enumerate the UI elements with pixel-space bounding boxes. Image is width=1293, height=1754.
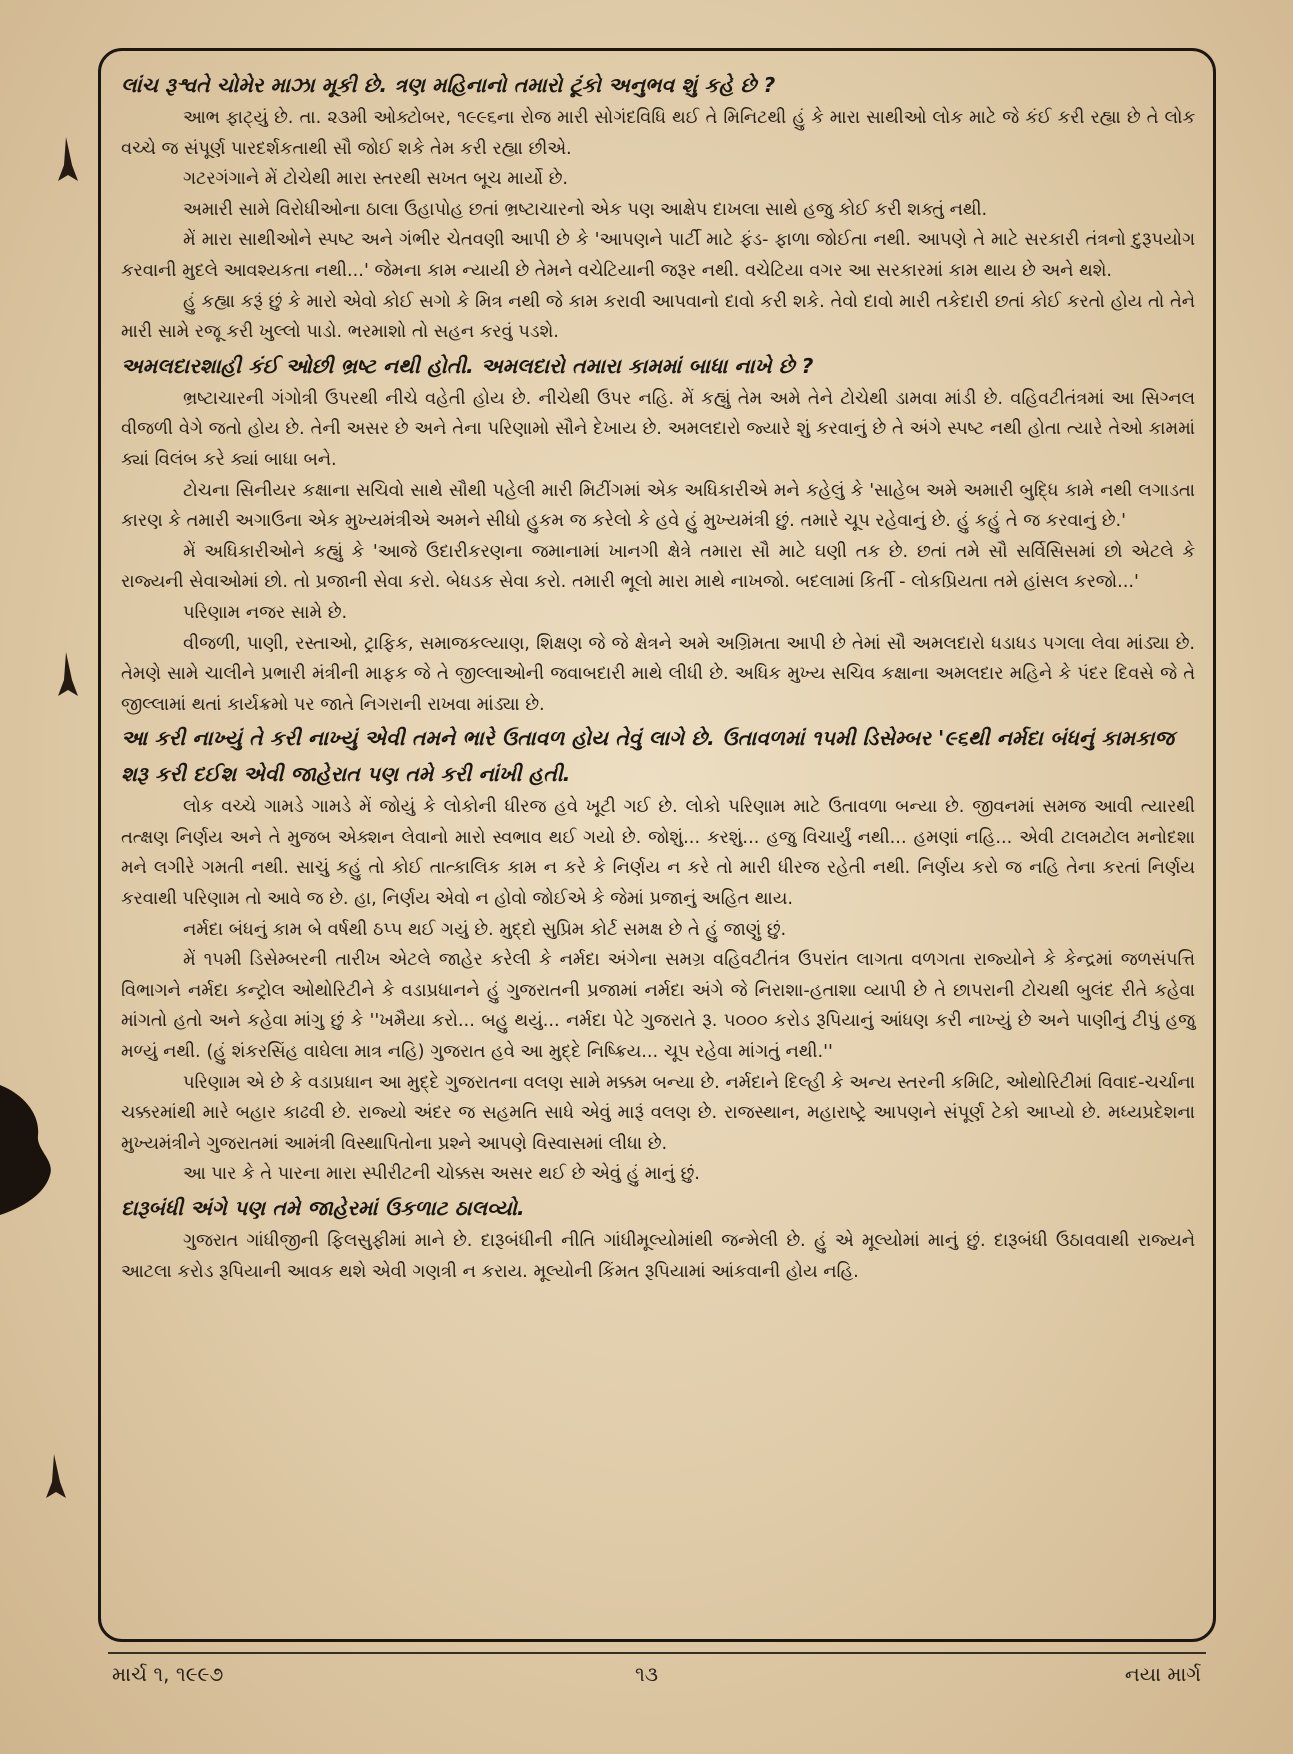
interview-answer-paragraph: પરિણામ એ છે કે વડાપ્રધાન આ મુદ્દે ગુજરાતના વલણ સામે મક્કમ બન્યા છે. નર્મદાને દિલ્હી કે અન્ય સ્તરની કમિટિ, ઓથોરિટીમાં વિવાદ-ચર્ચાના ચક્કરમાંથી મારે બહાર કાઢવી છે. રાજ્યો અંદર જ સહમતિ સાધે એવું મારૂં વલણ છે. રાજસ્થાન, મહારાષ્ટ્રે આપણને સંપૂર્ણ ટેકો આપ્યો છે. મધ્યપ્રદેશના મુખ્યમંત્રીને ગુજરાતમાં આમંત્રી વિસ્થાપિતોના પ્રશ્ને આપણે વિસ્વાસમાં લીધા છે.	[121, 1071, 1195, 1154]
interview-answer-paragraph: ગટરગંગાને મેં ટોચેથી મારા સ્તરથી સખત બૂચ માર્યો છે.	[183, 168, 569, 190]
interview-answer-paragraph: આ પાર કે તે પારના મારા સ્પીરીટની ચોક્કસ અસર થઈ છે એવું હું માનું છું.	[183, 1163, 700, 1185]
interview-answer-paragraph: મેં ૧૫મી ડિસેમ્બરની તારીખ એટલે જાહેર કરેલી કે નર્મદા અંગેના સમગ્ર વહિવટીતંત્ર ઉપરાંત લાગતા વળગતા રાજ્યોને કે કેન્દ્રમાં જળસંપત્તિ વિભાગને નર્મદા કન્ટ્રોલ ઓથોરિટીને કે વડાપ્રધાનને હું ગુજરાતની પ્રજામાં નર્મદા અંગે જે નિરાશા-હતાશા વ્યાપી છે તે છાપરાની ટોચથી બુલંદ રીતે કહેવા માંગતો હતો અને કહેવા માંગુ છું કે ''ખમૈયા કરો... બહુ થયું... નર્મદા પેટે ગુજરાતે રૂ. ૫૦૦૦ કરોડ રૂપિયાનું આંધણ કરી નાખ્યું છે અને પાણીનું ટીપું હજુ મળ્યું નથી. (હું શંકરસિંહ વાઘેલા માત્ર નહિ) ગુજરાત હવે આ મુદ્દે નિષ્ક્રિય... ચૂપ રહેવા માંગતું નથી.''	[121, 949, 1195, 1063]
interview-question: આ કરી નાખ્યું તે કરી નાખ્યું એવી તમને ભારે ઉતાવળ હોય તેવું લાગે છે. ઉતાવળમાં ૧૫મી ડિસેમ્બર '૯૬થી નર્મદા બંધનું કામકાજ શરૂ કરી દઈશ એવી જાહેરાત પણ તમે કરી નાંખી હતી.	[121, 726, 1174, 787]
footer-date: માર્ચ ૧, ૧૯૯૭	[112, 1662, 224, 1686]
interview-answer-paragraph: મેં મારા સાથીઓને સ્પષ્ટ અને ગંભીર ચેતવણી આપી છે કે 'આપણને પાર્ટી માટે ફંડ- ફાળા જોઈતા નથી. આપણે તે માટે સરકારી તંત્રનો દુરૂપયોગ કરવાની મુદલે આવશ્યકતા નથી...' જેમના કામ ન્યાયી છે તેમને વચેટિયાની જરૂર નથી. વચેટિયા વગર આ સરકારમાં કામ થાય છે અને થશે.	[121, 229, 1195, 281]
footer-page-number: ૧૩	[634, 1662, 659, 1686]
interview-question: લાંચ રૂશ્વતે ચોમેર માઝા મૂકી છે. ત્રણ મહિનાનો તમારો ટૂંકો અનુભવ શું કહે છે ?	[121, 73, 776, 97]
interview-question: અમલદારશાહી કંઈ ઓછી ભ્રષ્ટ નથી હોતી. અમલદારો તમારા કામમાં બાધા નાખે છે ?	[121, 353, 814, 378]
interview-answer-paragraph: ગુજરાત ગાંધીજીની ફિલસુફીમાં માને છે. દારૂબંધીની નીતિ ગાંધીમૂલ્યોમાંથી જન્મેલી છે. હું એ મૂલ્યોમાં માનું છું. દારૂબંધી ઉઠાવવાથી રાજ્યને આટલા કરોડ રૂપિયાની આવક થશે એવી ગણત્રી ન કરાય. મૂલ્યોની કિંમત રૂપિયામાં આંકવાની હોય નહિ.	[121, 1230, 1195, 1282]
interview-answer-paragraph: અમારી સામે વિરોધીઓના ઠાલા ઉહાપોહ છતાં ભ્રષ્ટાચારનો એક પણ આક્ષેપ દાખલા સાથે હજુ કોઈ કરી શક્તું નથી.	[183, 198, 988, 220]
article-frame	[98, 48, 1216, 1642]
interview-answer-paragraph: પરિણામ નજર સામે છે.	[183, 601, 348, 623]
torn-edge-damage	[0, 1075, 70, 1225]
interview-answer-paragraph: આભ ફાટ્યું છે. તા. ૨૩મી ઓક્ટોબર, ૧૯૯૬ના રોજ મારી સોગંદવિધિ થઈ તે મિનિટથી હું કે મારા સાથીઓ લોક માટે જે કંઈ કરી રહ્યા છે તે લોક વચ્ચે જ સંપૂર્ણ પારદર્શકતાથી સૌ જોઈ શકે તેમ કરી રહ્યા છીએ.	[121, 107, 1195, 159]
footer-rule	[108, 1652, 1206, 1654]
interview-answer-paragraph: ભ્રષ્ટાચારની ગંગોત્રી ઉપરથી નીચે વહેતી હોય છે. નીચેથી ઉપર નહિ. મેં કહ્યું તેમ અમે તેને ટોચેથી ડામવા માંડી છે. વહિવટીતંત્રમાં આ સિગ્નલ વીજળી વેગે જતો હોય છે. તેની અસર છે અને તેના પરિણામો સૌને દેખાય છે. અમલદારો જ્યારે શું કરવાનું છે તે અંગે સ્પષ્ટ નથી હોતા ત્યારે તેઓ કામમાં ક્યાં વિલંબ કરે ક્યાં બાધા બને.	[121, 387, 1195, 470]
interview-answer-paragraph: લોક વચ્ચે ગામડે ગામડે મેં જોયું કે લોકોની ધીરજ હવે ખૂટી ગઈ છે. લોકો પરિણામ માટે ઉતાવળા બન્યા છે. જીવનમાં સમજ આવી ત્યારથી તત્ક્ષણ નિર્ણય અને તે મુજબ એક્શન લેવાનો મારો સ્વભાવ થઈ ગયો છે. જોશું... કરશું... હજુ વિચાર્યું નથી... હમણાં નહિ... એવી ટાલમટોલ મનોદશા મને લગીરે ગમતી નથી. સાચું કહું તો કોઈ તાત્કાલિક કામ ન કરે કે નિર્ણય ન કરે તો મારી ધીરજ રહેતી નથી. નિર્ણય કરો જ નહિ તેના કરતાં નિર્ણય કરવાથી પરિણામ તો આવે જ છે. હા, નિર્ણય એવો ન હોવો જોઈએ કે જેમાં પ્રજાનું અહિત થાય.	[121, 796, 1195, 910]
interview-question: દારૂબંધી અંગે પણ તમે જાહેરમાં ઉકળાટ ઠાલવ્યો.	[121, 1196, 525, 1220]
interview-answer-paragraph: મેં અધિકારીઓને કહ્યું કે 'આજે ઉદારીકરણના જમાનામાં ખાનગી ક્ષેત્રે તમારા સૌ માટે ઘણી તક છે. છતાં તમે સૌ સર્વિસિસમાં છો એટલે કે રાજ્યની સેવાઓમાં છો. તો પ્રજાની સેવા કરો. બેધડક સેવા કરો. તમારી ભૂલો મારા માથે નાખજો. બદલામાં કિર્તી - લોકપ્રિયતા તમે હાંસલ કરજો...'	[121, 540, 1195, 593]
interview-answer-paragraph: નર્મદા બંધનું કામ બે વર્ષથી ઠપ્પ થઈ ગયું છે. મુદ્દો સુપ્રિમ કોર્ટ સમક્ષ છે તે હું જાણું છું.	[183, 918, 787, 940]
interview-answer-paragraph: ટોચના સિનીયર કક્ષાના સચિવો સાથે સૌથી પહેલી મારી મિટીંગમાં એક અધિકારીએ મને કહેલું કે 'સાહેબ અમે અમારી બુદ્ધિ કામે નથી લગાડતા કારણ કે તમારી અગાઉના એક મુખ્યમંત્રીએ અમને સીધો હુકમ જ કરેલો કે હવે હું મુખ્યમંત્રી છું. તમારે ચૂપ રહેવાનું છે. હું કહું તે જ કરવાનું છે.'	[121, 479, 1195, 532]
footer-publication: નયા માર્ગ	[1124, 1662, 1201, 1686]
interview-answer-paragraph: હું કહ્યા કરૂં છું કે મારો એવો કોઈ સગો કે મિત્ર નથી જે કામ કરાવી આપવાનો દાવો કરી શકે. તેવો દાવો મારી તકેદારી છતાં કોઈ કરતો હોય તો તેને મારી સામે રજૂ કરી ખુલ્લો પાડો. ભરમાશો તો સહન કરવું પડશે.	[121, 290, 1195, 343]
interview-answer-paragraph: વીજળી, પાણી, રસ્તાઓ, ટ્રાફિક, સમાજકલ્યાણ, શિક્ષણ જે જે ક્ષેત્રને અમે અગ્રિમતા આપી છે તેમાં સૌ અમલદારો ધડાધડ પગલા લેવા માંડ્યા છે. તેમણે સામે ચાલીને પ્રભારી મંત્રીની માફક જે તે જીલ્લાઓની જવાબદારી માથે લીધી છે. અધિક મુખ્ય સચિવ કક્ષાના અમલદાર મહિને કે પંદર દિવસે જે તે જીલ્લામાં થતાં કાર્યક્રમો પર જાતે નિગરાની રાખવા માંડ્યા છે.	[121, 632, 1195, 715]
